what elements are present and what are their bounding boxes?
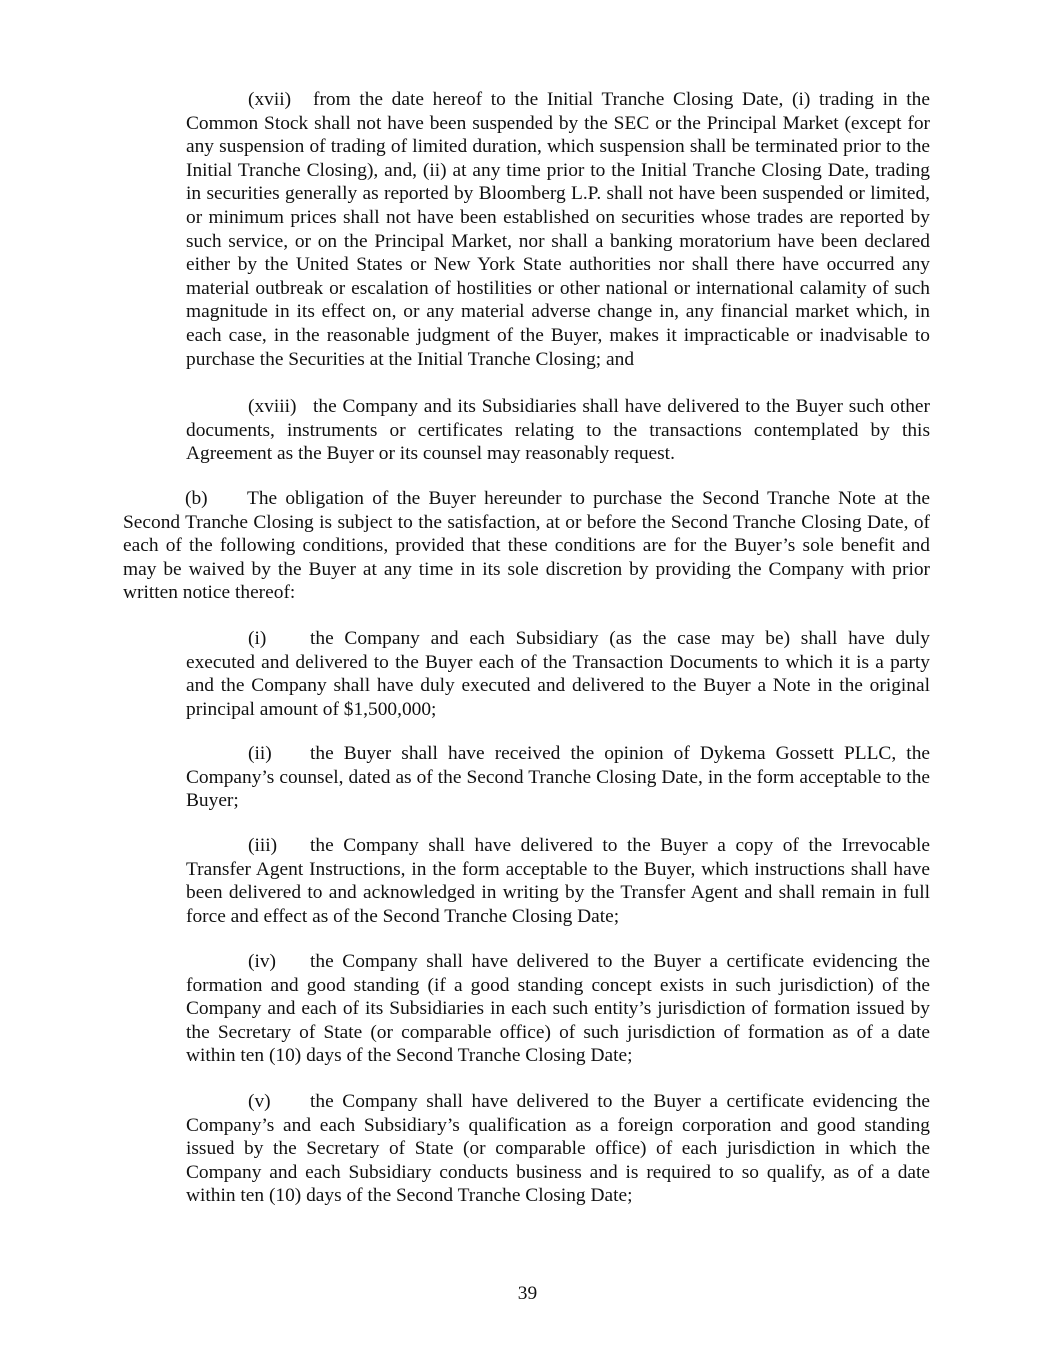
paragraph-label: (ii) <box>248 743 272 764</box>
paragraph-text: the Company shall have delivered to the Buyer a copy of the Irrevocable Transfer Agent Instructions, in the form acceptable to the Buyer, which instructions shall have been delivered to and acknowledged in writing by the Transfer Agent and shall remain in full force and effect as of the Second Tranche Closing Date; <box>186 835 930 927</box>
paragraph-text: The obligation of the Buyer hereunder to purchase the Second Tranche Note at the Second Tranche Closing is subject to the satisfaction, at or before the Second Tranche Closing Date, of each of the following conditions, provided that these conditions are for the Buyer’s sole benefit and may be waived by the Buyer at any time in its sole discretion by providing the Company with prior written notice thereof: <box>123 488 930 604</box>
paragraph-xviii <box>186 395 930 466</box>
paragraph-ii <box>186 742 930 813</box>
page-number: 39 <box>517 1283 538 1304</box>
paragraph-text: the Company and each Subsidiary (as the case may be) shall have duly executed and delivered to the Buyer each of the Transaction Documents to which it is a party and the Company shall have duly executed and delivered to the Buyer a Note in the original principal amount of $1,500,000; <box>186 628 930 720</box>
paragraph-text: the Buyer shall have received the opinion of Dykema Gossett PLLC, the Company’s counsel, dated as of the Second Tranche Closing Date, in the form acceptable to the Buyer; <box>186 743 930 812</box>
paragraph-iv <box>186 950 930 1068</box>
paragraph-b <box>123 487 930 605</box>
paragraph-label: (b) <box>185 488 208 509</box>
paragraph-text: the Company shall have delivered to the Buyer a certificate evidencing the Company’s and each Subsidiary’s qualification as a foreign corporation and good standing issued by the Secretary of State (or comparable office) of each jurisdiction in which the Company and each Subsidiary conducts business and is required to so qualify, as of a date within ten (10) days of the Second Tranche Closing Date; <box>186 1091 930 1207</box>
paragraph-label: (xvii) <box>248 89 292 110</box>
paragraph-xvii <box>186 88 930 371</box>
paragraph-iii <box>186 834 930 928</box>
paragraph-label: (i) <box>248 628 267 649</box>
paragraph-label: (xviii) <box>248 396 297 417</box>
paragraph-v <box>186 1090 930 1208</box>
paragraph-label: (iii) <box>248 835 278 856</box>
paragraph-label: (v) <box>248 1091 271 1112</box>
paragraph-text: the Company shall have delivered to the Buyer a certificate evidencing the formation and good standing (if a good standing concept exists in such jurisdiction) of the Company and each of its Subsidiaries in each such entity’s jurisdiction of formation issued by the Secretary of State (or comparable office) of such jurisdiction of formation as of a date within ten (10) days of the Second Tranche Closing Date; <box>186 951 930 1067</box>
paragraph-label: (iv) <box>248 951 276 972</box>
paragraph-i <box>186 627 930 721</box>
paragraph-text: from the date hereof to the Initial Tranche Closing Date, (i) trading in the Common Stock shall not have been suspended by the SEC or the Principal Market (except for any suspension of trading of limited duration, which suspension shall be terminated prior to the Initial Tranche Closing), and, (ii) at any time prior to the Initial Tranche Closing Date, trading in securities generally as reported by Bloomberg L.P. shall not have been suspended or limited, or minimum prices shall not have been established on securities whose trades are reported by such service, or on the Principal Market, nor shall a banking moratorium have been declared either by the United States or New York State authorities nor shall there have occurred any material outbreak or escalation of hostilities or other national or international calamity of such magnitude in its effect on, or any material adverse change in, any financial market which, in each case, in the reasonable judgment of the Buyer, makes it impracticable or inadvisable to purchase the Securities at the Initial Tranche Closing; and <box>186 89 930 370</box>
paragraph-text: the Company and its Subsidiaries shall have delivered to the Buyer such other documents, instruments or certificates relating to the transactions contemplated by this Agreement as the Buyer or its counsel may reasonably request. <box>186 396 930 465</box>
